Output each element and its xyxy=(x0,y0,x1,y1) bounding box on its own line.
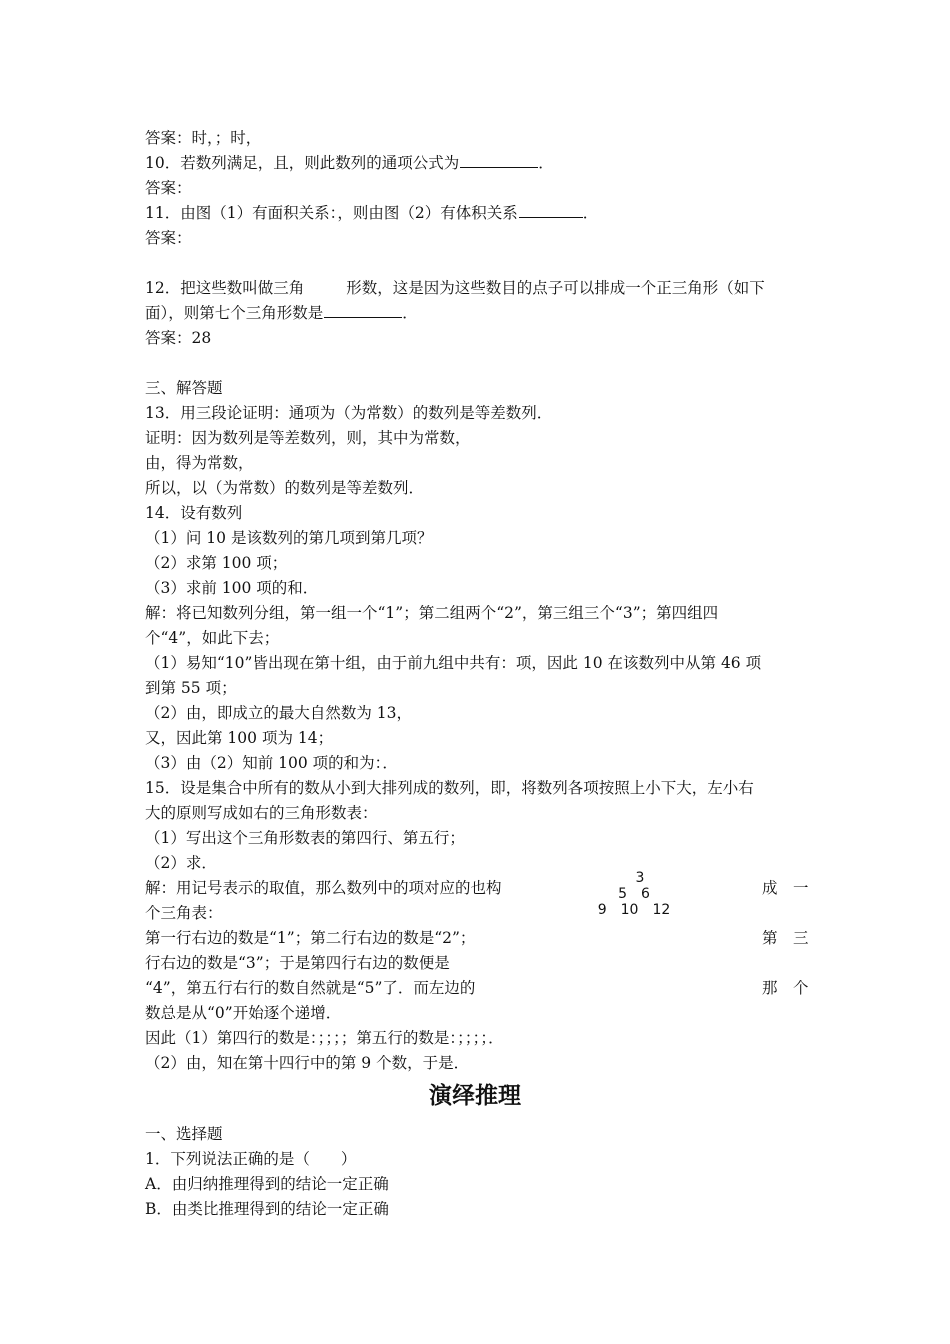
proof-13-line-2: 由，得为常数， xyxy=(145,454,254,472)
question-10 xyxy=(145,153,815,173)
question-14-part-1: （1）问 10 是该数列的第几项到第几项？ xyxy=(145,529,433,547)
option-b: B．由类比推理得到的结论一定正确 xyxy=(145,1200,389,1218)
solution-15-line-8: （2）由，知在第十四行中的第 9 个数，于是． xyxy=(145,1054,470,1072)
answer-12: 答案：28 xyxy=(145,329,212,347)
question-15: 15．设是集合中所有的数从小到大排列成的数列，即，将数列各项按照上小下大，左小右 xyxy=(145,779,754,797)
question-11 xyxy=(145,203,815,223)
proof-13-line-3: 所以，以（为常数）的数列是等差数列． xyxy=(145,479,425,497)
question-13: 13．用三段论证明：通项为（为常数）的数列是等差数列． xyxy=(145,404,553,422)
proof-13-line-1: 证明：因为数列是等差数列，则，其中为常数， xyxy=(145,429,471,447)
solution-15-line-4: 行右边的数是“3”；于是第四行右边的数便是 xyxy=(145,954,450,972)
solution-15-line-5: “4”，第五行右行的数自然就是“5”了．而左边的 xyxy=(145,979,476,997)
solution-14-line-1: 解：将已知数列分组，第一组一个“1”；第二组两个“2”，第三组三个“3”；第四组四 xyxy=(145,604,719,622)
solution-14-line-4: 到第 55 项； xyxy=(145,679,237,697)
question-12-text-a: 12．把这些数叫做三角 xyxy=(145,279,305,297)
solution-15-line-3: 第一行右边的数是“1”；第二行右边的数是“2”； xyxy=(145,929,476,947)
solution-14-line-2: 个“4”，如此下去； xyxy=(145,629,280,647)
question-15-cont: 大的原则写成如右的三角形数表： xyxy=(145,804,378,822)
solution-14-line-3: （1）易知“10”皆出现在第十组，由于前九组中共有：项，因此 10 在该数列中从第 46 项 xyxy=(145,654,762,672)
question-11-text: 11．由图（1）有面积关系：，则由图（2）有体积关系 xyxy=(145,204,518,222)
answer-11: 答案： xyxy=(145,229,192,247)
question-14: 14．设有数列 xyxy=(145,504,243,522)
solution-14-line-7: （3）由（2）知前 100 项的和为：． xyxy=(145,754,398,772)
question-10-end: ． xyxy=(538,154,554,172)
question-15-part-2: （2）求． xyxy=(145,854,217,872)
section-heading-3: 三、解答题 xyxy=(145,379,223,397)
solution-14-line-5: （2）由，即成立的最大自然数为 13， xyxy=(145,704,413,722)
answer-blank xyxy=(460,153,538,168)
triangle-table-row-1: 3 xyxy=(635,870,645,886)
solution-15-line-7: 因此（1）第四行的数是：；；；；第五行的数是：；；；；． xyxy=(145,1029,504,1047)
question-10-text: 10．若数列满足，且，则此数列的通项公式为 xyxy=(145,154,460,172)
solution-15-line-2: 个三角表： xyxy=(145,904,223,922)
question-12-end: ． xyxy=(402,304,418,322)
section-heading-1: 一、选择题 xyxy=(145,1125,223,1143)
question-1: 1．下列说法正确的是（ ） xyxy=(145,1150,357,1168)
question-14-part-2: （2）求第 100 项； xyxy=(145,554,288,572)
triangle-table-row-2: 5 6 xyxy=(618,886,650,902)
solution-14-line-6: 又，因此第 100 项为 14； xyxy=(145,729,334,747)
answer-10: 答案： xyxy=(145,179,192,197)
question-12-cont xyxy=(145,303,815,323)
solution-15-line-5-right: 那 个 xyxy=(762,979,809,997)
question-12-text-b: 形数，这是因为这些数目的点子可以排成一个正三角形（如下 xyxy=(346,279,765,297)
answer-blank xyxy=(324,303,402,318)
solution-15-line-1-right: 成 一 xyxy=(762,879,809,897)
question-12-text-c: 面），则第七个三角形数是 xyxy=(145,304,324,322)
solution-15-line-3-right: 第 三 xyxy=(762,929,809,947)
question-14-part-3: （3）求前 100 项的和． xyxy=(145,579,319,597)
question-12 xyxy=(145,278,815,298)
question-15-part-1: （1）写出这个三角形数表的第四行、第五行； xyxy=(145,829,465,847)
option-a: A．由归纳推理得到的结论一定正确 xyxy=(145,1175,389,1193)
triangle-table-row-3: 9 10 12 xyxy=(597,902,671,918)
solution-15-line-1: 解：用记号表示的取值，那么数列中的项对应的也构 xyxy=(145,879,502,897)
answer-blank xyxy=(519,203,583,218)
solution-15-line-6: 数总是从“0”开始逐个递增． xyxy=(145,1004,342,1022)
answer-9: 答案：时，；时， xyxy=(145,129,262,147)
question-11-end: ． xyxy=(582,204,599,222)
section-title: 演绎推理 xyxy=(429,1083,521,1109)
